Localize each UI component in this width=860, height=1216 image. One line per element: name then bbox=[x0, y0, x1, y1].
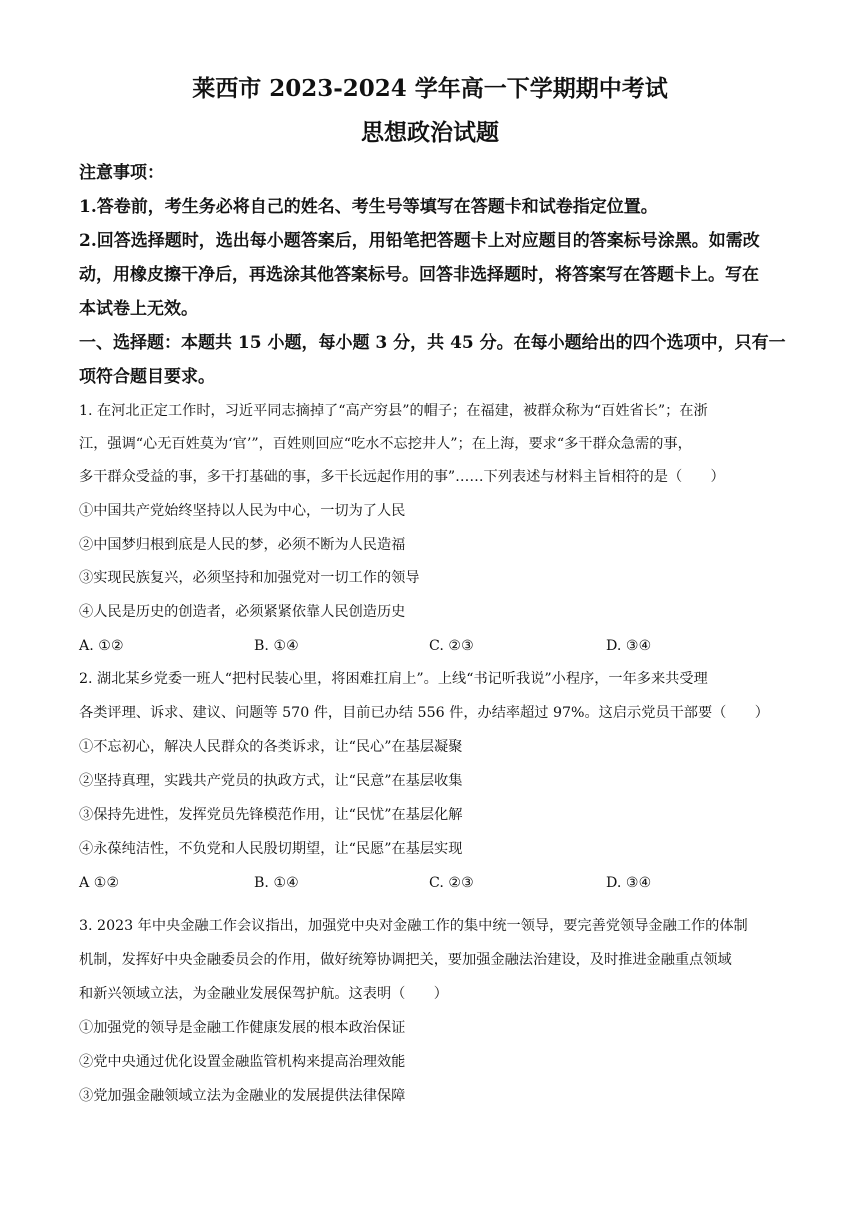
question-1-choice-d[interactable]: D. ③④ bbox=[606, 638, 652, 654]
question-2-choice-d[interactable]: D. ③④ bbox=[606, 875, 652, 891]
notice-item: 动，用橡皮擦干净后，再选涂其他答案标号。回答非选择题时，将答案写在答题卡上。写在 bbox=[79, 265, 759, 285]
section-heading: 一、选择题：本题共 15 小题，每小题 3 分，共 45 分。在每小题给出的四个选项中，只有一 bbox=[79, 333, 786, 353]
question-2-stem: 各类评理、诉求、建议、问题等 570 件，目前已办结 556 件，办结率超过 97%。这启示党员干部要（ ） bbox=[79, 705, 769, 721]
question-1-choice-b[interactable]: B. ①④ bbox=[254, 638, 299, 654]
question-2-choice-a[interactable]: A ①② bbox=[79, 875, 120, 891]
exam-subtitle: 思想政治试题 bbox=[361, 119, 499, 146]
question-1-option: ②中国梦归根到底是人民的梦，必须不断为人民造福 bbox=[79, 537, 406, 553]
question-2-option: ②坚持真理，实践共产党员的执政方式，让“民意”在基层收集 bbox=[79, 773, 463, 789]
question-3-option: ③党加强金融领域立法为金融业的发展提供法律保障 bbox=[79, 1088, 406, 1104]
question-3-option: ②党中央通过优化设置金融监管机构来提高治理效能 bbox=[79, 1054, 406, 1070]
question-2-choice-c[interactable]: C. ②③ bbox=[429, 875, 474, 891]
question-2-stem: 2. 湖北某乡党委一班人“把村民装心里，将困难扛肩上”。上线“书记听我说”小程序，一年多来共受理 bbox=[79, 671, 708, 687]
question-1-option: ①中国共产党始终坚持以人民为中心，一切为了人民 bbox=[79, 503, 406, 519]
question-3-stem: 机制，发挥好中央金融委员会的作用，做好统筹协调把关，要加强金融法治建设，及时推进金融重点领域 bbox=[79, 952, 732, 968]
question-1-choice-c[interactable]: C. ②③ bbox=[429, 638, 474, 654]
question-1-option: ④人民是历史的创造者，必须紧紧依靠人民创造历史 bbox=[79, 604, 406, 620]
question-1-choice-a[interactable]: A. ①② bbox=[79, 638, 124, 654]
question-2-option: ④永葆纯洁性，不负党和人民殷切期望，让“民愿”在基层实现 bbox=[79, 841, 463, 857]
question-3-stem: 3. 2023 年中央金融工作会议指出，加强党中央对金融工作的集中统一领导，要完善党领导金融工作的体制 bbox=[79, 918, 748, 934]
notice-heading: 注意事项： bbox=[79, 163, 164, 183]
question-3-option: ①加强党的领导是金融工作健康发展的根本政治保证 bbox=[79, 1020, 406, 1036]
exam-title: 莱西市 2023-2024 学年高一下学期期中考试 bbox=[192, 75, 668, 102]
notice-item: 2.回答选择题时，选出每小题答案后，用铅笔把答题卡上对应题目的答案标号涂黑。如需改 bbox=[79, 231, 760, 251]
question-2-choice-b[interactable]: B. ①④ bbox=[254, 875, 299, 891]
question-1-stem: 1. 在河北正定工作时，习近平同志摘掉了“高产穷县”的帽子；在福建，被群众称为“百姓省长”；在浙 bbox=[79, 403, 708, 419]
question-1-option: ③实现民族复兴，必须坚持和加强党对一切工作的领导 bbox=[79, 570, 420, 586]
question-2-option: ①不忘初心，解决人民群众的各类诉求，让“民心”在基层凝聚 bbox=[79, 739, 463, 755]
question-1-stem: 江，强调“心无百姓莫为‘官’”，百姓则回应“吃水不忘挖井人”；在上海，要求“多干群众急需的事， bbox=[79, 436, 692, 452]
question-1-stem: 多干群众受益的事，多干打基础的事，多干长远起作用的事”……下列表述与材料主旨相符的是（ ） bbox=[79, 469, 725, 485]
notice-item: 1.答卷前，考生务必将自己的姓名、考生号等填写在答题卡和试卷指定位置。 bbox=[79, 197, 658, 217]
section-heading-cont: 项符合题目要求。 bbox=[79, 367, 215, 387]
question-2-option: ③保持先进性，发挥党员先锋模范作用，让“民忧”在基层化解 bbox=[79, 807, 463, 823]
question-3-stem: 和新兴领域立法，为金融业发展保驾护航。这表明（ ） bbox=[79, 986, 448, 1002]
notice-item: 本试卷上无效。 bbox=[79, 299, 198, 319]
